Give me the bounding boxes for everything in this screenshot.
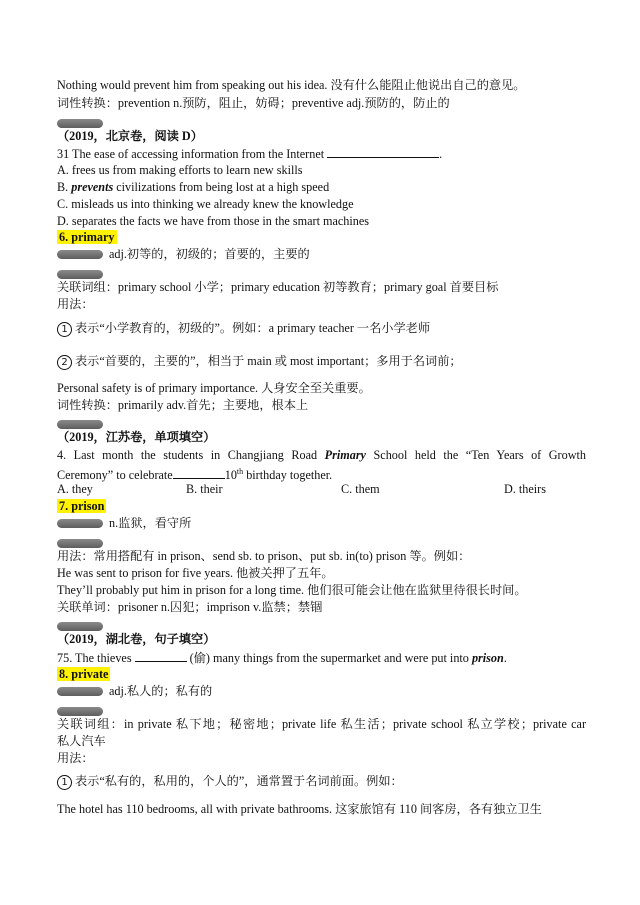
emphasized-word: prison — [471, 651, 504, 665]
option-b: B. prevents civilizations from being lost at a high speed — [57, 180, 330, 194]
label-tag-icon — [57, 250, 103, 259]
highlighted-heading: 7. prison — [59, 499, 105, 513]
option-b: B. their — [186, 482, 223, 496]
word-form-note: 词性转换：primarily adv.首先；主要地，根本上 — [57, 398, 309, 412]
exam-source: （2019，湖北卷，句子填空） — [57, 632, 216, 646]
example-sentence: Nothing would prevent him from speaking out his idea. 没有什么能阻止他说出自己的意见。 — [57, 78, 526, 92]
related-phrases: 关联词组：primary school 小学；primary education 初等教育；primary goal 首要目标 — [57, 280, 499, 294]
exam-source: （2019，江苏卷，单项填空） — [57, 430, 216, 444]
related-phrases-cont: 私人汽车 — [57, 734, 106, 748]
question-4: 4. Last month the students in Changjiang Road Primary School held the “Ten Years of Growth — [57, 448, 586, 462]
emphasized-word: Primary — [324, 448, 366, 462]
entry-heading-prison — [57, 498, 586, 514]
usage-label: 用法： — [57, 751, 94, 765]
answer-blank — [135, 649, 187, 662]
entry-heading-private — [57, 666, 586, 682]
circled-number-icon: 2 — [57, 355, 72, 370]
question-75: 75. The thieves (偷) many things from the supermarket and were put into prison. — [57, 651, 507, 665]
label-tag-icon — [57, 687, 103, 696]
option-d: D. theirs — [504, 482, 546, 496]
usage-item-2: 2 表示“首要的，主要的”，相当于 main 或 most important；多用于名词前； — [57, 353, 586, 370]
example-sentence: The hotel has 110 bedrooms, all with private bathrooms. 这家旅馆有 110 间客房，各有独立卫生 — [57, 802, 542, 816]
word-form-note: 词性转换：prevention n.预防，阻止，妨碍；preventive adj.预防的，防止的 — [57, 96, 450, 110]
example-sentence: They’ll probably put him in prison for a long time. 他们很可能会让他在监狱里待很长时间。 — [57, 583, 527, 597]
usage-label: 用法： — [57, 297, 94, 311]
example-sentence: He was sent to prison for five years. 他被关押了五年。 — [57, 566, 334, 580]
answer-blank — [173, 466, 225, 479]
emphasized-word: prevents — [71, 180, 114, 194]
entry-heading-primary — [57, 229, 586, 245]
highlighted-heading: 6. primary — [59, 230, 115, 244]
exam-source: （2019，北京卷，阅读 D） — [57, 129, 203, 143]
answer-blank — [327, 145, 439, 158]
definition-primary: adj.初等的，初级的；首要的，主要的 — [57, 246, 586, 262]
option-a: A. they — [57, 482, 93, 496]
circled-number-icon: 1 — [57, 775, 72, 790]
option-c: C. misleads us into thinking we already knew the knowledge — [57, 197, 354, 211]
usage-note: 用法：常用搭配有 in prison、send sb. to prison、put sb. in(to) prison 等。例如： — [57, 549, 471, 563]
related-phrases: 关联词组：in private 私下地；秘密地；private life 私生活；private school 私立学校；private car — [57, 717, 586, 731]
label-tag-icon — [57, 519, 103, 528]
related-words: 关联单词：prisoner n.囚犯；imprison v.监禁；禁锢 — [57, 600, 323, 614]
option-d: D. separates the facts we have from those in the smart machines — [57, 214, 370, 228]
definition-private: adj.私人的；私有的 — [57, 683, 586, 699]
example-sentence: Personal safety is of primary importance. 人身安全至关重要。 — [57, 381, 371, 395]
definition-prison: n.监狱，看守所 — [57, 515, 586, 531]
question-text: 31 The ease of accessing information from the Internet — [57, 147, 325, 161]
usage-item-1: 1 表示“小学教育的，初级的”。例如：a primary teacher 一名小学老师 — [57, 320, 586, 337]
question-31 — [57, 145, 586, 162]
option-a: A. frees us from making efforts to learn new skills — [57, 163, 303, 177]
option-c: C. them — [341, 482, 380, 496]
question-4-cont: Ceremony” to celebrate 10th birthday together. — [57, 467, 333, 483]
circled-number-icon: 1 — [57, 322, 72, 337]
usage-item-1: 1 表示“私有的，私用的，个人的”，通常置于名词前面。例如： — [57, 773, 586, 790]
question-end: . — [439, 147, 443, 161]
highlighted-heading: 8. private — [59, 667, 109, 681]
